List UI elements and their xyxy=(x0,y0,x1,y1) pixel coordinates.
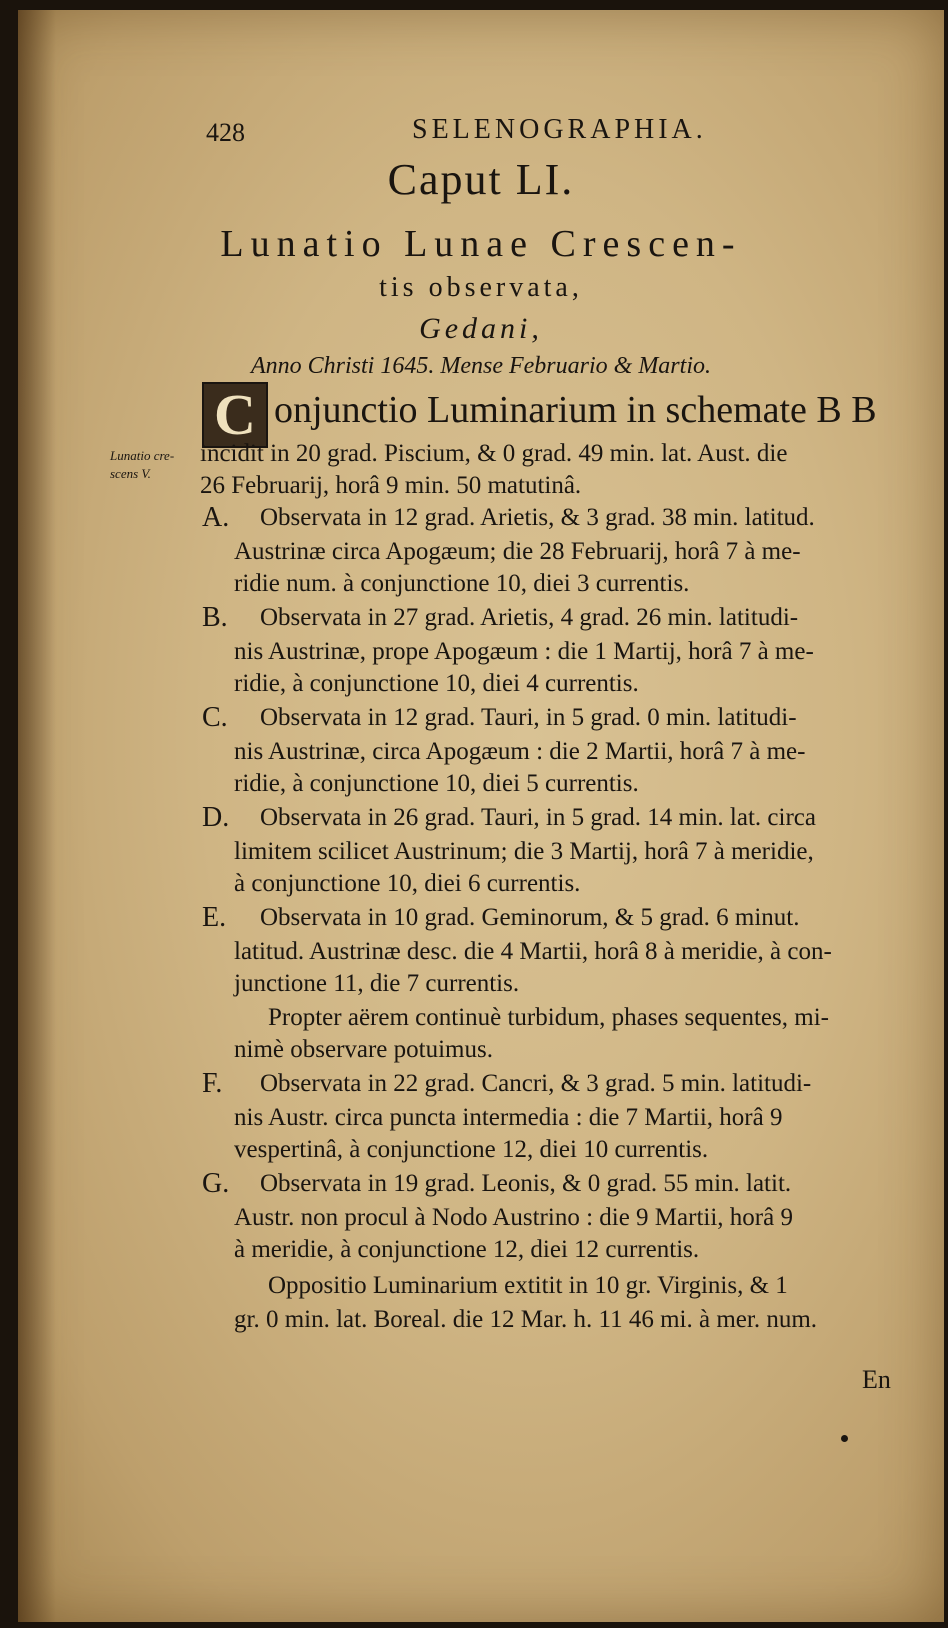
margin-note-line-2: scens V. xyxy=(110,466,151,481)
body-line: ridie num. à conjunctione 10, diei 3 currentis. xyxy=(234,570,690,597)
body-line: Observata in 12 grad. Arietis, & 3 grad. 38 min. latitud. xyxy=(260,504,815,531)
entry-letter-g: G. xyxy=(202,1168,230,1199)
body-line: nis Austrinæ, prope Apogæum : die 1 Martij, horâ 7 à me- xyxy=(234,638,814,665)
entry-letter-b: B. xyxy=(202,602,228,633)
body-line: Propter aërem continuè turbidum, phases sequentes, mi- xyxy=(268,1004,829,1031)
entry-letter-d: D. xyxy=(202,802,230,833)
body-line: Austrinæ circa Apogæum; die 28 Februarij, horâ 7 à me- xyxy=(234,538,801,565)
body-line: Observata in 26 grad. Tauri, in 5 grad. 14 min. lat. circa xyxy=(260,804,816,831)
title-line-4: Anno Christi 1645. Mense Februario & Martio. xyxy=(251,353,711,379)
body-line: Oppositio Luminarium extitit in 10 gr. Virginis, & 1 xyxy=(268,1272,788,1299)
page-number: 428 xyxy=(206,118,245,147)
body-line: 26 Februarij, horâ 9 min. 50 matutinâ. xyxy=(200,472,582,499)
body-line: Austr. non procul à Nodo Austrino : die 9 Martii, horâ 9 xyxy=(234,1204,793,1231)
catchword: En xyxy=(862,1365,891,1394)
body-line: Observata in 12 grad. Tauri, in 5 grad. 0 min. latitudi- xyxy=(260,704,797,731)
body-line: gr. 0 min. lat. Boreal. die 12 Mar. h. 11 46 mi. à mer. num. xyxy=(234,1306,818,1333)
body-line: nis Austrinæ, circa Apogæum : die 2 Martii, horâ 7 à me- xyxy=(234,738,806,765)
title-line-3: Gedani, xyxy=(419,312,543,345)
ink-dot xyxy=(841,1435,848,1442)
body-line: à conjunctione 10, diei 6 currentis. xyxy=(234,870,581,897)
body-line: à meridie, à conjunctione 12, diei 12 currentis. xyxy=(234,1236,700,1263)
body-line: Observata in 27 grad. Arietis, 4 grad. 26 min. latitudi- xyxy=(260,604,799,631)
title-line-1: Lunatio Lunae Crescen- xyxy=(220,223,742,265)
entry-letter-e: E. xyxy=(202,902,227,933)
body-line: Observata in 19 grad. Leonis, & 0 grad. 55 min. latit. xyxy=(260,1170,792,1197)
body-line: vespertinâ, à conjunctione 12, diei 10 currentis. xyxy=(234,1136,709,1163)
body-line: junctione 11, die 7 currentis. xyxy=(234,970,520,997)
decorated-initial: C xyxy=(202,382,268,448)
book-page xyxy=(18,10,944,1622)
body-line: ridie, à conjunctione 10, diei 4 currentis. xyxy=(234,670,639,697)
body-line: incidit in 20 grad. Piscium, & 0 grad. 49 min. lat. Aust. die xyxy=(200,440,788,467)
margin-note-line-1: Lunatio cre- xyxy=(110,448,175,463)
opening-line: onjunctio Luminarium in schemate B B xyxy=(274,389,877,431)
body-line: nis Austr. circa puncta intermedia : die 7 Martii, horâ 9 xyxy=(234,1104,783,1131)
title-line-2: tis observata, xyxy=(379,272,583,303)
entry-letter-f: F. xyxy=(202,1068,223,1099)
entry-letter-a: A. xyxy=(202,502,230,533)
body-line: Observata in 10 grad. Geminorum, & 5 grad. 6 minut. xyxy=(260,904,800,931)
entry-letter-c: C. xyxy=(202,702,228,733)
body-line: Observata in 22 grad. Cancri, & 3 grad. 5 min. latitudi- xyxy=(260,1070,812,1097)
chapter-heading: Caput LI. xyxy=(387,155,575,204)
body-line: nimè observare potuimus. xyxy=(234,1036,493,1063)
body-line: latitud. Austrinæ desc. die 4 Martii, horâ 8 à meridie, à con- xyxy=(234,938,832,965)
running-title: SELENOGRAPHIA. xyxy=(412,114,707,145)
body-line: limitem scilicet Austrinum; die 3 Martij, horâ 7 à meridie, xyxy=(234,838,814,865)
body-line: ridie, à conjunctione 10, diei 5 currentis. xyxy=(234,770,639,797)
